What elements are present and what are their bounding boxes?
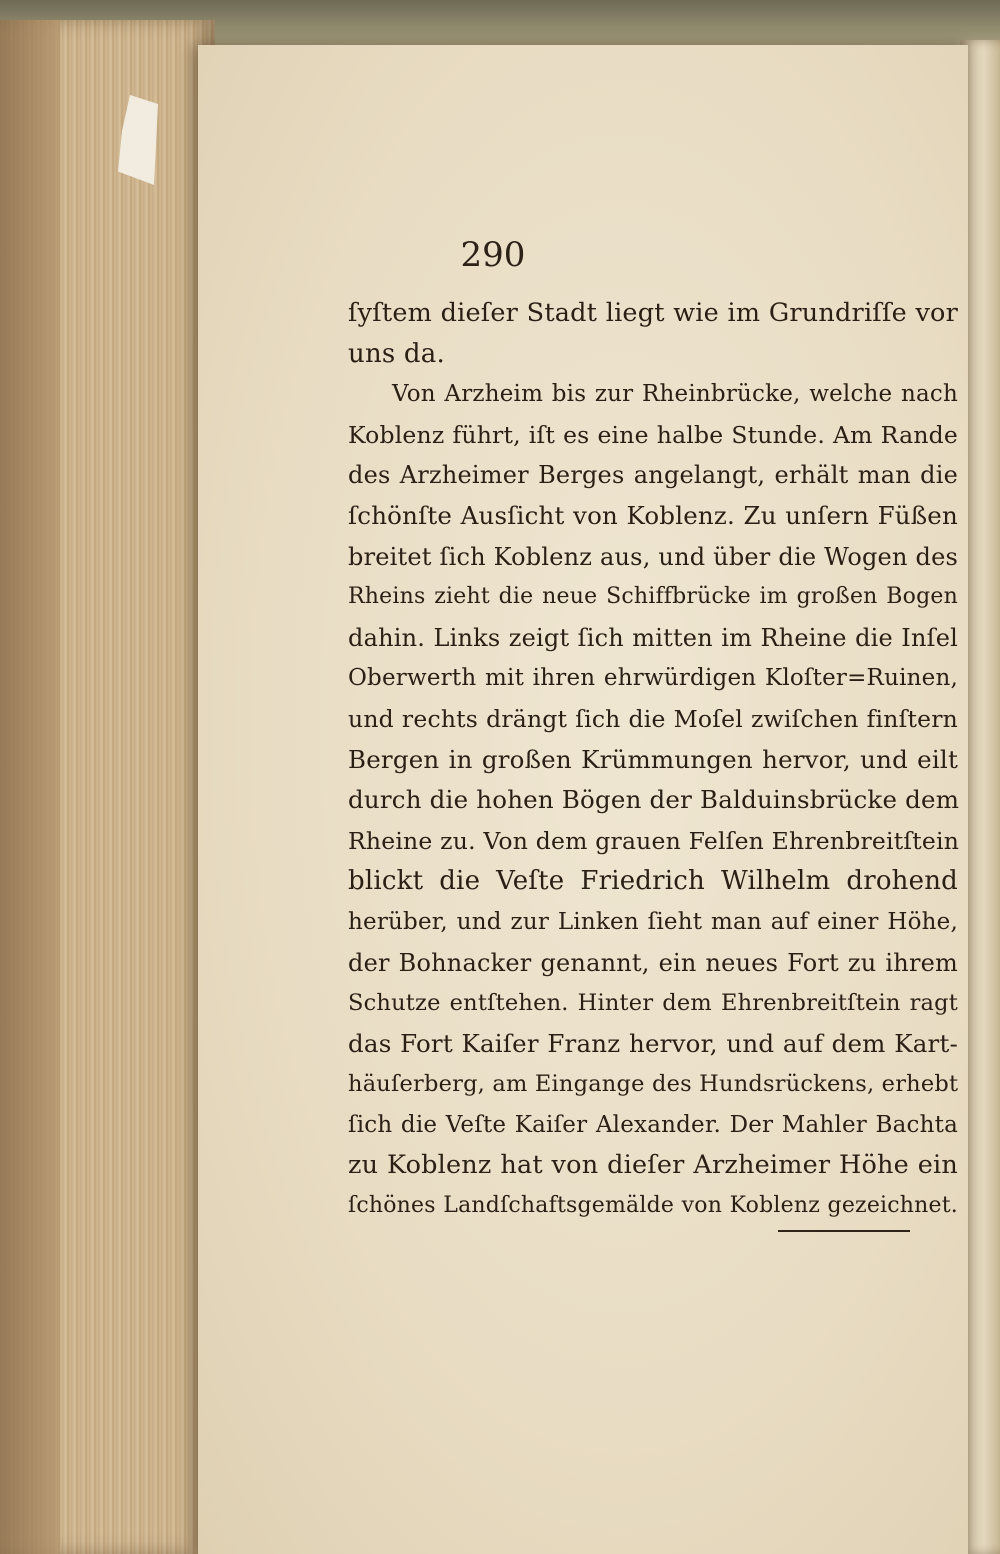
text-line: der Bohnacker genannt, ein neues Fort zu ihrem [348, 948, 958, 977]
text-line: ſchönes Landſchaftsgemälde von Koblenz gezeichnet. [348, 1193, 958, 1219]
text-line: Oberwerth mit ihren ehrwürdigen Kloſter=Ruinen, [348, 665, 958, 692]
text-line: Schutze entſtehen. Hinter dem Ehrenbreitſtein ragt [348, 990, 958, 1017]
text-line: häuſerberg, am Eingange des Hundsrückens, erhebt [348, 1071, 959, 1098]
text-line: durch die hohen Bögen der Balduinsbrücke dem [348, 785, 960, 815]
book-page [198, 45, 968, 1554]
text-line: ſich die Veſte Kaiſer Alexander. Der Mahler Bachta [348, 1111, 958, 1138]
text-line: herüber, und zur Linken ſieht man auf einer Höhe, [348, 908, 958, 935]
text-line: breitet ſich Koblenz aus, und über die Wogen des [348, 542, 958, 571]
text-line: blickt die Veſte Friedrich Wilhelm drohend [348, 866, 958, 897]
text-line: ſyſtem dieſer Stadt liegt wie im Grundriſſe vor [348, 298, 958, 328]
text-line: Bergen in großen Krümmungen hervor, und eilt [348, 744, 958, 774]
text-line: zu Koblenz hat von dieſer Arzheimer Höhe ein [348, 1150, 958, 1181]
text-line: und rechts drängt ſich die Moſel zwiſchen finſtern [348, 704, 958, 733]
body-text [348, 293, 958, 1227]
text-line: uns da. [348, 338, 445, 369]
text-line: ſchönſte Ausſicht von Koblenz. Zu unſern Füßen [348, 500, 958, 530]
page-number: 290 [460, 235, 526, 275]
section-divider [778, 1230, 910, 1232]
text-line: das Fort Kaiſer Franz hervor, und auf dem Kart- [348, 1028, 958, 1058]
text-line: Koblenz führt, iſt es eine halbe Stunde. Am Rande [348, 420, 958, 449]
page-edges-shadow [0, 20, 60, 1554]
text-line: Rheine zu. Von dem grauen Felſen Ehrenbreitſtein [348, 826, 960, 855]
text-line: Rheins zieht die neue Schiffbrücke im großen Bogen [348, 584, 958, 610]
text-line: des Arzheimer Berges angelangt, erhält man die [348, 461, 958, 490]
text-line: dahin. Links zeigt ſich mitten im Rheine die Inſel [348, 623, 958, 652]
text-line: Von Arzheim bis zur Rheinbrücke, welche nach [392, 381, 958, 408]
